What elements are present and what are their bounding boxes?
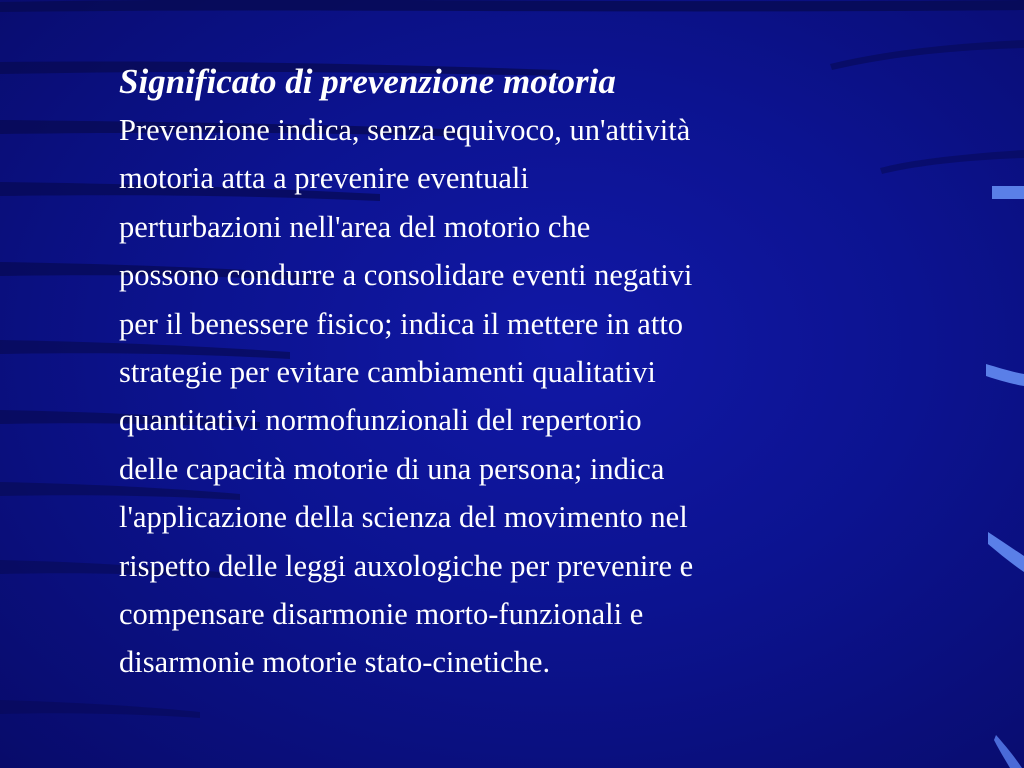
accent-stroke bbox=[986, 364, 1024, 386]
slide-content bbox=[119, 58, 899, 687]
body-line: disarmonie motorie stato-cinetiche. bbox=[119, 645, 551, 680]
body-line: rispetto delle leggi auxologiche per prevenire e bbox=[119, 548, 694, 583]
accent-stroke bbox=[992, 186, 1024, 199]
bg-stripe bbox=[0, 0, 1024, 12]
body-line: strategie per evitare cambiamenti qualitativi bbox=[119, 355, 656, 390]
accent-stroke bbox=[988, 532, 1024, 572]
body-line: motoria atta a prevenire eventuali bbox=[119, 161, 529, 196]
body-line: l'applicazione della scienza del movimento nel bbox=[119, 500, 688, 535]
accent-stroke bbox=[994, 735, 1022, 768]
body-line: perturbazioni nell'area del motorio che bbox=[119, 209, 591, 244]
bg-stripe bbox=[0, 700, 200, 718]
bg-stripe bbox=[880, 150, 1024, 174]
slide-body bbox=[119, 106, 899, 687]
body-line: Prevenzione indica, senza equivoco, un'attività bbox=[119, 113, 691, 147]
slide-title: Significato di prevenzione motoria bbox=[119, 62, 616, 101]
body-line: delle capacità motorie di una persona; indica bbox=[119, 451, 665, 486]
body-line: quantitativi normofunzionali del repertorio bbox=[119, 403, 642, 438]
body-line: compensare disarmonie morto-funzionali e bbox=[119, 597, 644, 632]
body-line: possono condurre a consolidare eventi negativi bbox=[119, 258, 693, 293]
body-line: per il benessere fisico; indica il mettere in atto bbox=[119, 306, 684, 341]
